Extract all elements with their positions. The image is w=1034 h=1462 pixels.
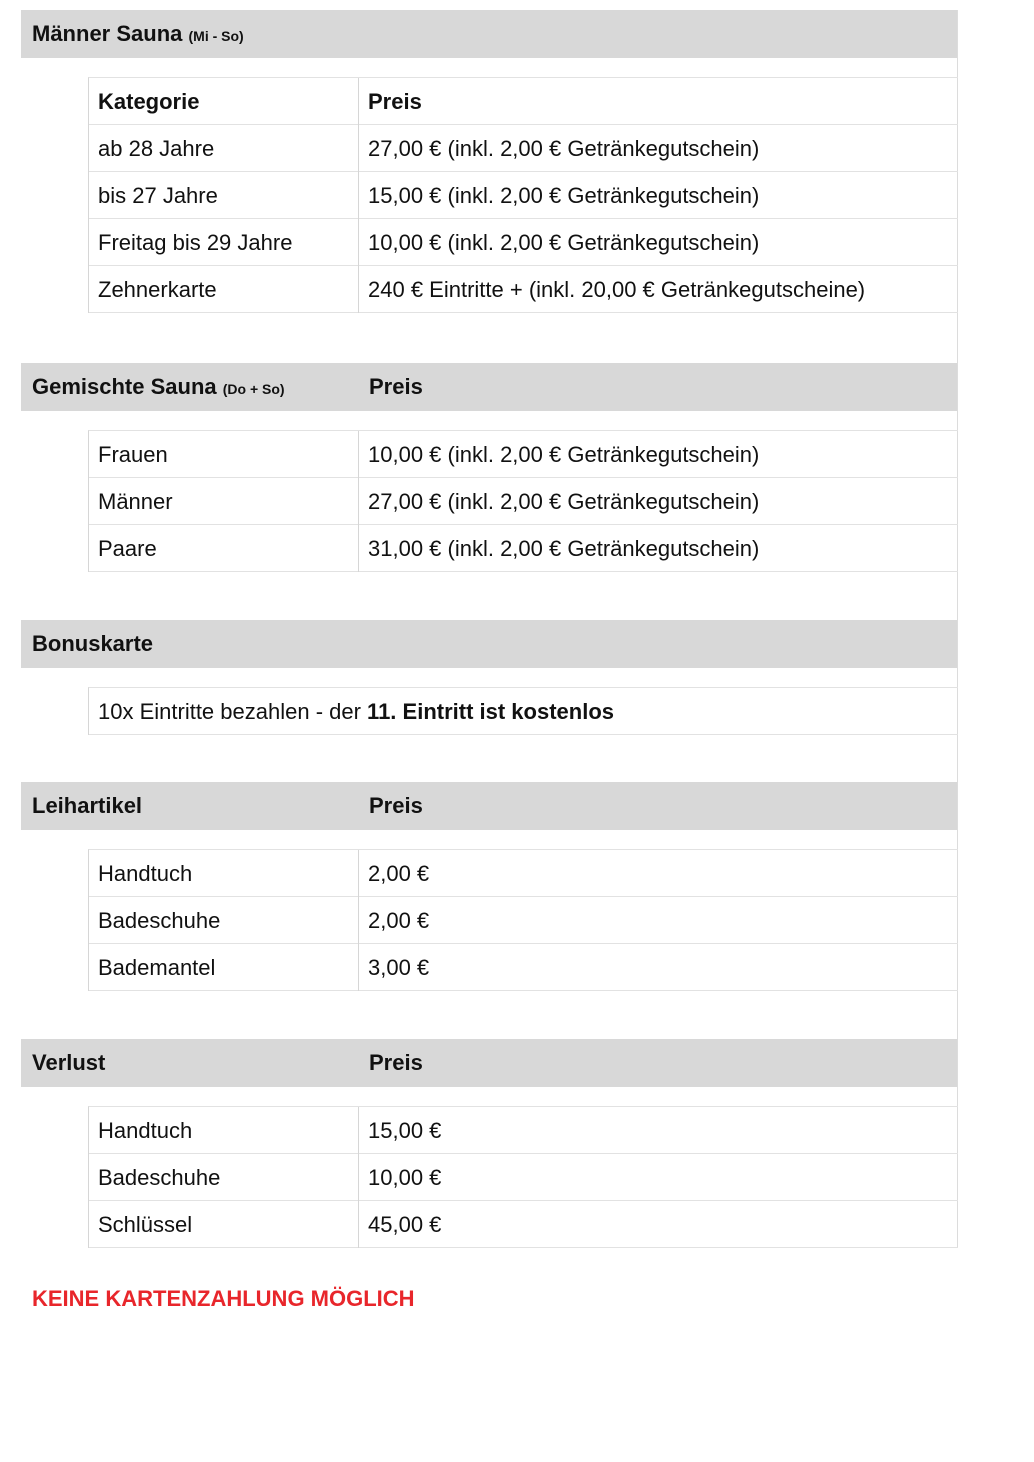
row-label: Badeschuhe bbox=[98, 908, 221, 933]
row-label: Männer bbox=[98, 489, 173, 514]
row-price: 3,00 € bbox=[368, 955, 430, 980]
column-divider bbox=[358, 525, 359, 572]
bonus-text bbox=[98, 688, 614, 735]
column-divider bbox=[358, 219, 359, 266]
row-price: 240 € Eintritte + (inkl. 20,00 € Getränkegutscheine) bbox=[368, 277, 866, 302]
table-row bbox=[89, 897, 958, 944]
section-days: (Mi - So) bbox=[188, 28, 244, 44]
row-price: 15,00 € bbox=[368, 1118, 442, 1143]
section-title-text: Gemischte Sauna bbox=[32, 374, 217, 399]
payment-notice: KEINE KARTENZAHLUNG MÖGLICH bbox=[32, 1286, 415, 1311]
column-header-preis: Preis bbox=[369, 1050, 423, 1075]
table-row bbox=[89, 688, 958, 735]
table-row bbox=[89, 478, 958, 525]
table-row bbox=[89, 850, 958, 897]
bonus-text-bold: 11. Eintritt ist kostenlos bbox=[367, 699, 614, 724]
column-divider bbox=[358, 172, 359, 219]
column-divider bbox=[358, 266, 359, 313]
table-row bbox=[89, 1154, 958, 1201]
row-label: Bademantel bbox=[98, 955, 216, 980]
row-label: Paare bbox=[98, 536, 157, 561]
table-gemischte-sauna bbox=[88, 430, 958, 572]
row-label: Freitag bis 29 Jahre bbox=[98, 230, 293, 255]
section-title-text: Leihartikel bbox=[32, 793, 143, 818]
row-label: Frauen bbox=[98, 442, 168, 467]
row-price: 31,00 € (inkl. 2,00 € Getränkegutschein) bbox=[368, 536, 760, 561]
row-price: 15,00 € (inkl. 2,00 € Getränkegutschein) bbox=[368, 183, 760, 208]
column-divider bbox=[358, 850, 359, 897]
row-label: ab 28 Jahre bbox=[98, 136, 215, 161]
section-title bbox=[32, 363, 285, 411]
table-row bbox=[89, 431, 958, 478]
table-row bbox=[89, 172, 958, 219]
section-title-text: Verlust bbox=[32, 1050, 106, 1075]
section-title-text: Männer Sauna bbox=[32, 21, 183, 46]
column-divider bbox=[358, 1201, 359, 1248]
column-divider bbox=[358, 78, 359, 125]
row-price: 27,00 € (inkl. 2,00 € Getränkegutschein) bbox=[368, 136, 760, 161]
row-price: 10,00 € bbox=[368, 1165, 442, 1190]
table-verlust bbox=[88, 1106, 958, 1248]
row-price: 10,00 € (inkl. 2,00 € Getränkegutschein) bbox=[368, 230, 760, 255]
section-header-bonuskarte bbox=[21, 620, 957, 668]
row-label: bis 27 Jahre bbox=[98, 183, 218, 208]
row-price: 2,00 € bbox=[368, 861, 430, 886]
table-row bbox=[89, 1201, 958, 1248]
section-days: (Do + So) bbox=[222, 381, 285, 397]
row-label: Schlüssel bbox=[98, 1212, 193, 1237]
section-title bbox=[32, 10, 244, 58]
section-header-verlust bbox=[21, 1039, 957, 1087]
column-divider bbox=[358, 897, 359, 944]
table-row bbox=[89, 525, 958, 572]
section-title-text: Bonuskarte bbox=[32, 631, 154, 656]
row-label: Zehnerkarte bbox=[98, 277, 217, 302]
table-row bbox=[89, 266, 958, 313]
column-divider bbox=[358, 1154, 359, 1201]
table-maenner-sauna bbox=[88, 77, 958, 313]
column-header-kategorie: Kategorie bbox=[98, 89, 200, 114]
row-price: 2,00 € bbox=[368, 908, 430, 933]
table-header-row bbox=[89, 78, 958, 125]
column-divider bbox=[358, 431, 359, 478]
row-price: 10,00 € (inkl. 2,00 € Getränkegutschein) bbox=[368, 442, 760, 467]
table-row bbox=[89, 219, 958, 266]
table-bonuskarte bbox=[88, 687, 958, 735]
section-header-maenner-sauna bbox=[21, 10, 957, 58]
column-divider bbox=[358, 944, 359, 991]
row-price: 27,00 € (inkl. 2,00 € Getränkegutschein) bbox=[368, 489, 760, 514]
table-row bbox=[89, 944, 958, 991]
column-divider bbox=[358, 125, 359, 172]
table-leihartikel bbox=[88, 849, 958, 991]
column-divider bbox=[358, 1107, 359, 1154]
table-row bbox=[89, 125, 958, 172]
section-header-gemischte-sauna bbox=[21, 363, 957, 411]
column-header-preis: Preis bbox=[369, 793, 423, 818]
column-divider bbox=[358, 478, 359, 525]
bonus-text-plain: 10x Eintritte bezahlen - der bbox=[98, 699, 368, 724]
row-label: Handtuch bbox=[98, 1118, 193, 1143]
row-label: Handtuch bbox=[98, 861, 193, 886]
row-price: 45,00 € bbox=[368, 1212, 442, 1237]
column-header-preis: Preis bbox=[369, 374, 423, 399]
column-header-preis: Preis bbox=[368, 89, 422, 114]
table-row bbox=[89, 1107, 958, 1154]
row-label: Badeschuhe bbox=[98, 1165, 221, 1190]
section-header-leihartikel bbox=[21, 782, 957, 830]
